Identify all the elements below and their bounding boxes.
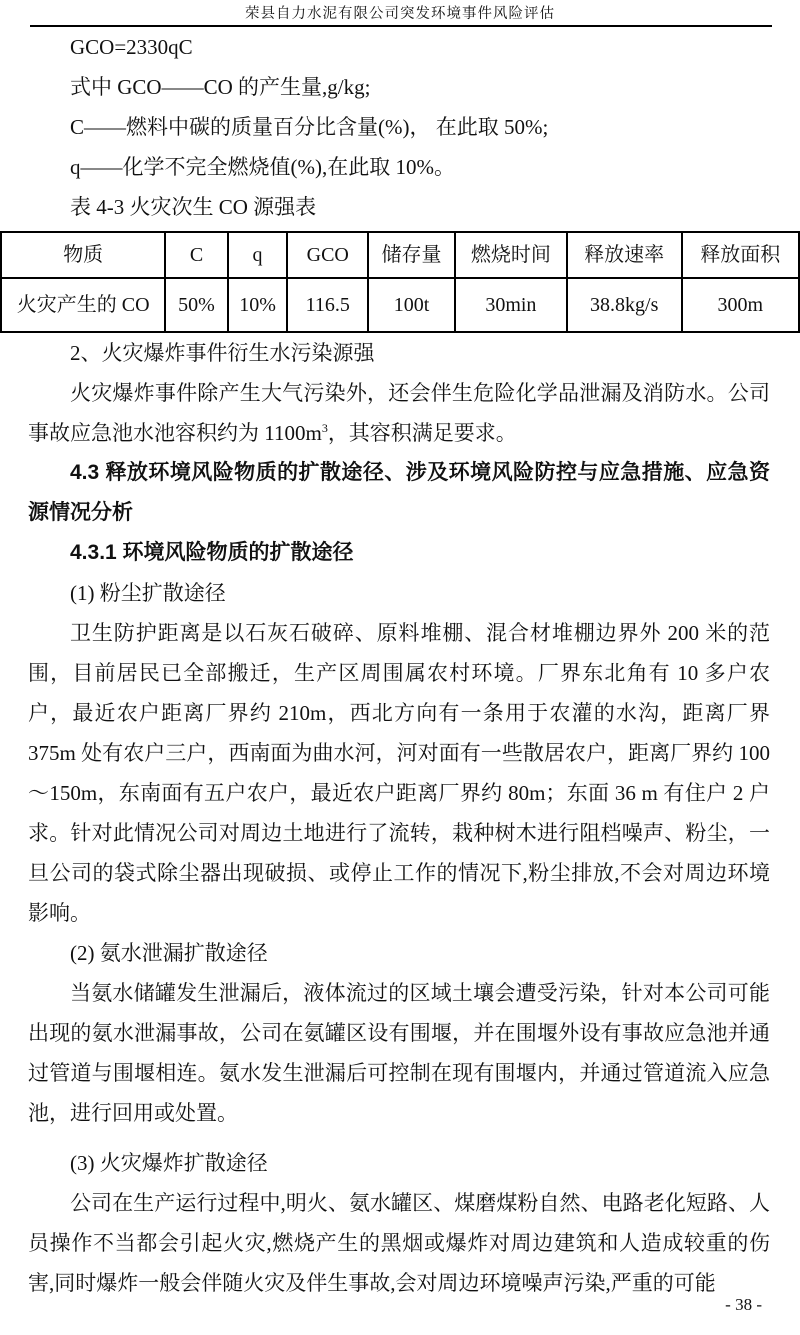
- table-header-release-rate: 释放速率: [567, 232, 682, 278]
- formula-term-q: q——化学不完全燃烧值(%),在此取 10%。: [70, 155, 455, 179]
- item-2-title: (2) 氨水泄漏扩散途径: [70, 941, 268, 965]
- table-header-substance: 物质: [1, 232, 165, 278]
- water-paragraph-text-a: 火灾爆炸事件除产生大气污染外，还会伴生危险化学品泄漏及消防水。公司事故应急池水池容积约为 1100m: [28, 381, 770, 445]
- table-header-gco: GCO: [287, 232, 368, 278]
- table-caption: 表 4-3 火灾次生 CO 源强表: [70, 195, 317, 219]
- water-pollution-paragraph: [28, 373, 770, 453]
- formula-term-c: C——燃料中碳的质量百分比含量(%)， 在此取 50%;: [70, 115, 549, 139]
- table-header-c: C: [165, 232, 227, 278]
- co-source-table: [0, 231, 800, 333]
- item-3-title: (3) 火灾爆炸扩散途径: [70, 1151, 268, 1175]
- cell-burn-time: 30min: [455, 278, 567, 332]
- page-number: - 38 -: [725, 1295, 762, 1314]
- cell-storage: 100t: [368, 278, 455, 332]
- cell-q: 10%: [228, 278, 288, 332]
- water-pollution-heading: 2、火灾爆炸事件衍生水污染源强: [70, 341, 375, 365]
- formula-line: GCO=2330qC: [70, 35, 193, 59]
- section-4-3-1-heading: 4.3.1 环境风险物质的扩散途径: [70, 541, 354, 564]
- table-header-storage: 储存量: [368, 232, 455, 278]
- item-1-paragraph: 卫生防护距离是以石灰石破碎、原料堆棚、混合材堆棚边界外 200 米的范围，目前居民已全部搬迁，生产区周围属农村环境。厂界东北角有 10 多户农户，最近农户距离厂界约 210m，西北方向有一条用于农灌的水沟，距离厂界 375m 处有农户三户，西南面为曲水河，河对面有一些散居农户，距离厂界约 100～150m，东南面有五户农户，最近农户距离厂界约 80m；东面 36 m 有住户 2 户求。针对此情况公司对周边土地进行了流转，栽种树木进行阻档噪声、粉尘，一旦公司的袋式除尘器出现破损、或停止工作的情况下,粉尘排放,不会对周边环境影响。: [28, 621, 770, 925]
- table-row: [1, 278, 799, 332]
- cell-gco: 116.5: [287, 278, 368, 332]
- co-source-table-wrap: [0, 231, 800, 333]
- section-4-3-heading: 4.3 释放环境风险物质的扩散途径、涉及环境风险防控与应急措施、应急资源情况分析: [28, 461, 770, 524]
- item-3-paragraph: 公司在生产运行过程中,明火、氨水罐区、煤磨煤粉自然、电路老化短路、人员操作不当都会引起火灾,燃烧产生的黑烟或爆炸对周边建筑和人造成较重的伤害,同时爆炸一般会伴随火灾及伴生事故,会对周边环境噪声污染,严重的可能: [28, 1191, 770, 1295]
- document-body: [0, 27, 800, 1303]
- item-2-paragraph: 当氨水储罐发生泄漏后，液体流过的区域土壤会遭受污染，针对本公司可能出现的氨水泄漏事故，公司在氨罐区设有围堰，并在围堰外设有事故应急池并通过管道与围堰相连。氨水发生泄漏后可控制在现有围堰内，并通过管道流入应急池，进行回用或处置。: [28, 981, 770, 1125]
- water-paragraph-text-b: ，其容积满足要求。: [327, 421, 517, 445]
- table-header-row: [1, 232, 799, 278]
- formula-term-gco: 式中 GCO——CO 的产生量,g/kg;: [70, 75, 371, 99]
- cubic-meter-superscript: 3: [321, 421, 328, 435]
- cell-release-area: 300m: [682, 278, 799, 332]
- table-header-burn-time: 燃烧时间: [455, 232, 567, 278]
- cell-release-rate: 38.8kg/s: [567, 278, 682, 332]
- item-1-title: (1) 粉尘扩散途径: [70, 581, 226, 605]
- table-header-release-area: 释放面积: [682, 232, 799, 278]
- table-header-q: q: [228, 232, 288, 278]
- cell-c: 50%: [165, 278, 227, 332]
- cell-substance: 火灾产生的 CO: [1, 278, 165, 332]
- document-header-title: 荣县自力水泥有限公司突发环境事件风险评估: [245, 6, 555, 22]
